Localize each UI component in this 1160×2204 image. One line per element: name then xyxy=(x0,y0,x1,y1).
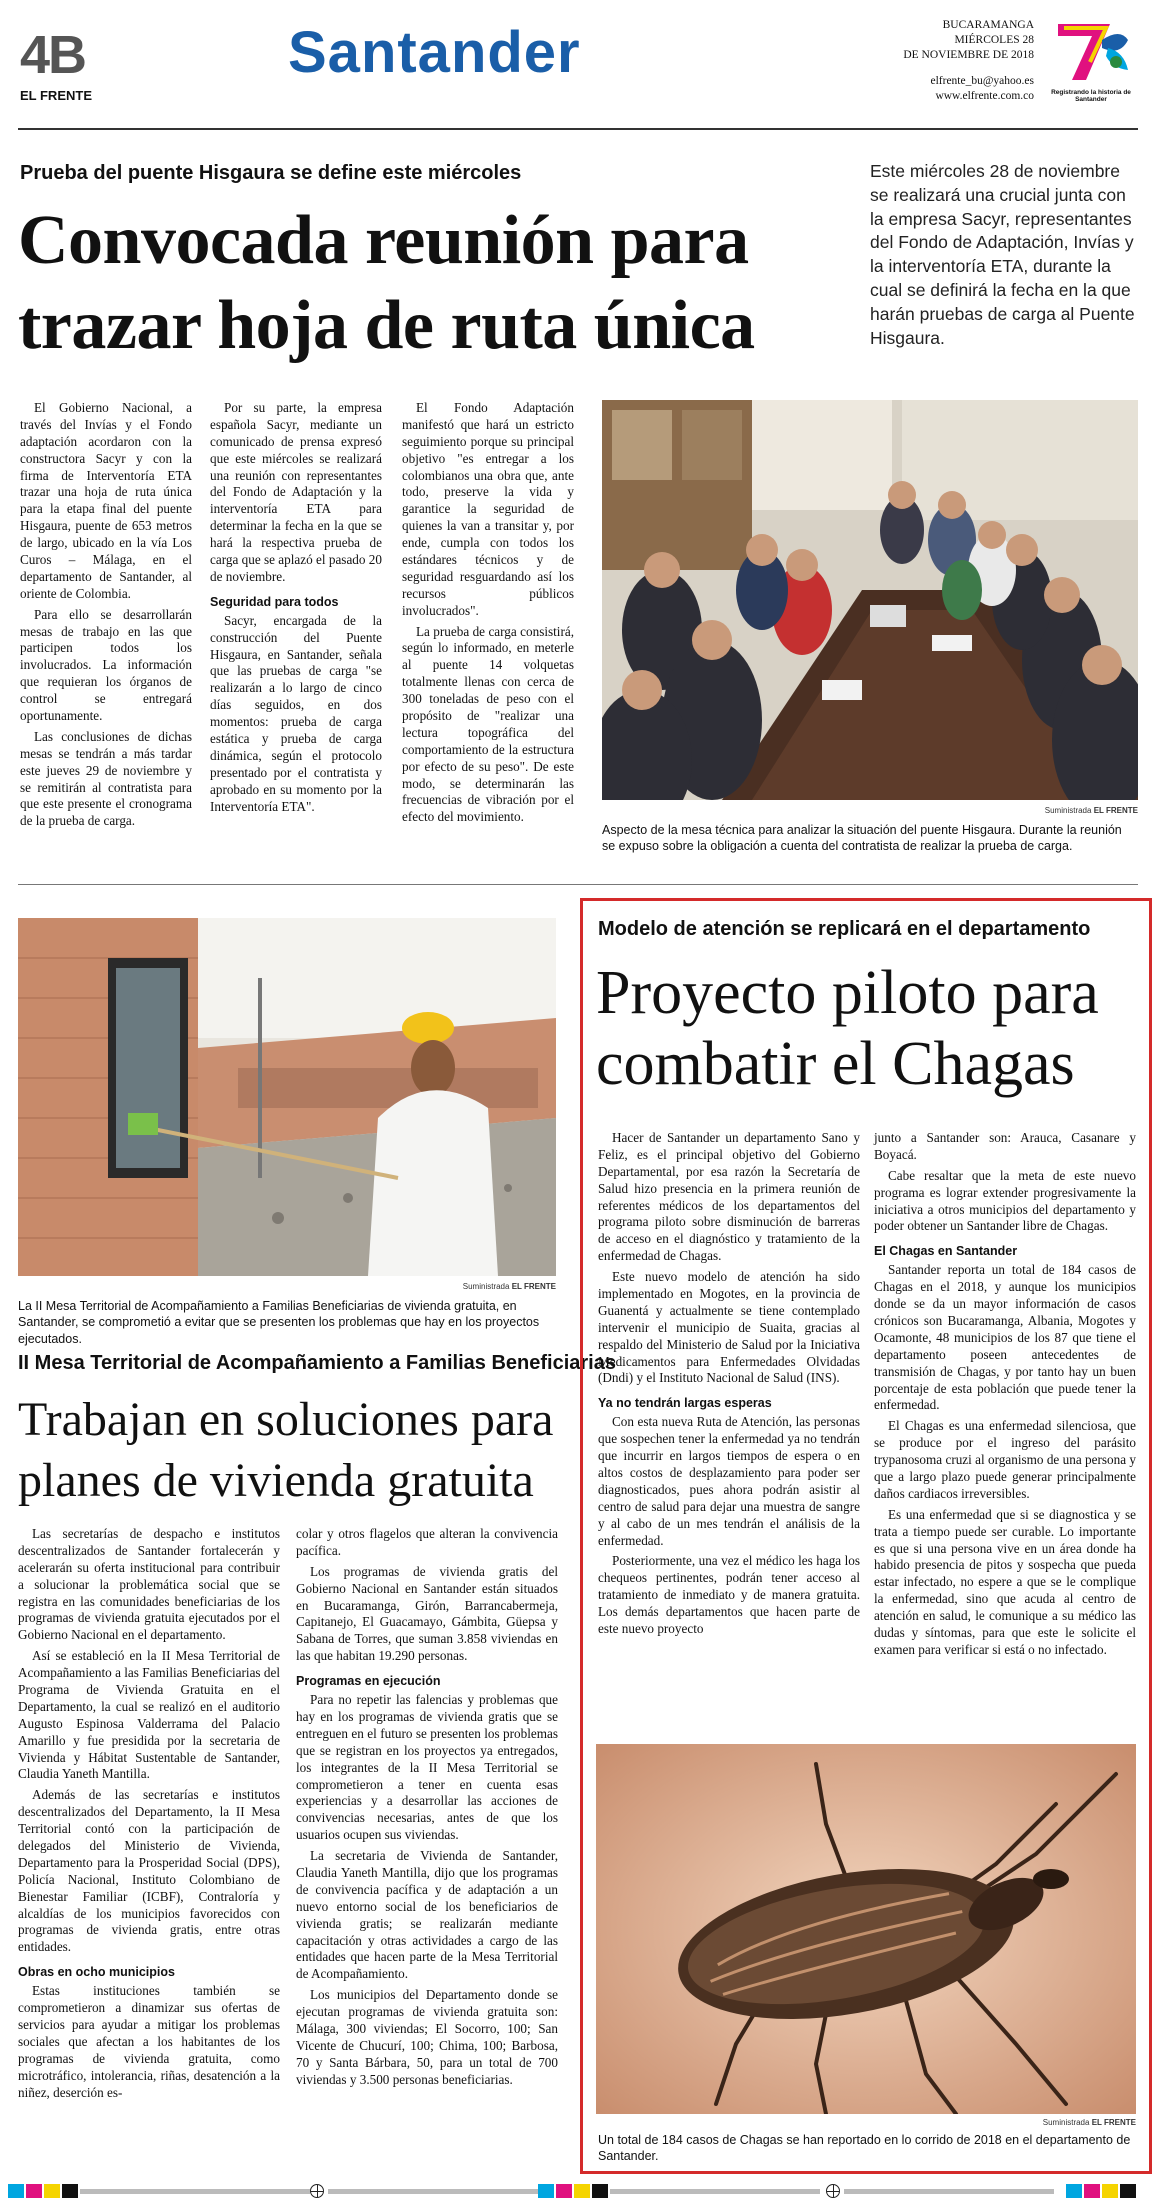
headline-line: Convocada reunión para xyxy=(18,202,749,279)
paragraph: Santander reporta un total de 184 casos de Chagas en el 2018, y aunque los municipios donde se da un mayor información de casos crónicos son Bucaramanga, Albania, Mogotes y Ocamonte, 48 municipios de los 87 que tiene el departamento poseen antecedentes de transmisión de Chagas, y por tanto hay un buen porcentaje de esta población que puede tener la enfermedad. xyxy=(874,1262,1136,1413)
color-registration-bar xyxy=(0,2184,1160,2200)
paragraph: Sacyr, encargada de la construcción del Puente Hisgaura, en Santander, señala que las pruebas de carga "se realizarán a lo largo de cinco días seguidos, en dos momentos: prueba de carga estática y prueba de carga dinámica, según el protocolo presentado por el contratista y aprobado en su momento por la Interventoría ETA". xyxy=(210,612,382,814)
article1-column-1 xyxy=(20,400,192,834)
date-line-1: MIÉRCOLES 28 xyxy=(954,34,1034,47)
date-line-2: DE NOVIEMBRE DE 2018 xyxy=(903,49,1034,62)
credit-prefix: Suministrada xyxy=(462,1282,510,1291)
paragraph: Con esta nueva Ruta de Atención, las personas que sospechen tener la enfermedad ya no tendrán que incurrir en largos tiempos de espera o en altos costos de desplazamiento para poder ser diagnosticados, pues ahora podrán asistir al centro de salud para dejar una muestra de sangre y al cabo de un mes tendrán el análisis de la enfermedad. xyxy=(598,1414,860,1548)
paragraph: Posteriormente, una vez el médico les haga los chequeos pertinentes, podrán tener acceso al tratamiento de inmediato y de manera gratuita. Los demás departamentos que hacen parte de este nuevo proyecto xyxy=(598,1553,860,1637)
section-title: Santander xyxy=(288,20,581,85)
headline-line: combatir el Chagas xyxy=(596,1029,1075,1098)
paragraph: Los municipios del Departamento donde se ejecutan programas de vivienda gratuita son: Málaga, 300 viviendas; El Socorro, 100; San Vicente de Chucurí, 100; Chima, 100; Barbosa, 70 y Santa Bárbara, 50, para un total de 700 viviendas y 3.500 personas beneficiarias. xyxy=(296,1987,558,2087)
color-swatch-magenta xyxy=(1084,2184,1100,2198)
logo-7-icon xyxy=(1050,18,1132,84)
article3-column-1 xyxy=(598,1130,860,1642)
credit-prefix: Suministrada xyxy=(1044,806,1092,815)
paragraph: Los programas de vivienda gratis del Gobierno Nacional en Santander están situados en Bucaramanga, Girón, Barrancabermeja, Capitanejo, El Guacamayo, Gámbita, Güepsa y Sabana de Torres, que suman 3.858 viviendas en las que habitan 19.290 personas. xyxy=(296,1563,558,1664)
article2-headline xyxy=(18,1390,553,1512)
subheading: El Chagas en Santander xyxy=(874,1244,1018,1259)
paragraph: Cabe resaltar que la meta de este nuevo programa es lograr extender progresivamente la iniciativa a otros municipios del departamento y poder obtener un Santander libre de Chagas. xyxy=(874,1167,1136,1234)
article1-photo-credit xyxy=(900,806,1138,815)
gray-strip xyxy=(80,2189,310,2194)
subheading: Obras en ocho municipios xyxy=(18,1965,175,1980)
dateline xyxy=(870,18,1034,104)
credit-prefix: Suministrada xyxy=(1042,2118,1090,2127)
color-swatch-black xyxy=(62,2184,78,2198)
paragraph: Este nuevo modelo de atención ha sido implementado en Mogotes, en la provincia de Guanentá y actualmente se tiene contemplado intervenir el municipio de Suaita, gracias al respaldo del Ministerio de Salud por la Iniciativa Medicamentos para Enfermedades Olvidadas (Dndi) y el Instituto Nacional de Salud (INS). xyxy=(598,1269,860,1386)
city: BUCARAMANGA xyxy=(942,19,1034,31)
article1-kicker: Prueba del puente Hisgaura se define este miércoles xyxy=(20,162,522,184)
email-link[interactable]: elfrente_bu@yahoo.es xyxy=(930,74,1034,87)
gray-strip xyxy=(610,2189,820,2194)
color-swatch-cyan xyxy=(1066,2184,1082,2198)
article1-column-2 xyxy=(210,400,382,819)
paragraph: Por su parte, la empresa española Sacyr, mediante un comunicado de prensa expresó que este miércoles se realizará una reunión con representantes del Fondo de Adaptación y la interventoría ETA para determinar la fecha en la que se hará la respectiva prueba de carga que se aplazó el pasado 20 de noviembre. xyxy=(210,400,382,584)
anniversary-logo xyxy=(1050,18,1132,110)
web-link[interactable]: www.elfrente.com.co xyxy=(935,89,1034,102)
color-swatch-cyan xyxy=(538,2184,554,2198)
article3-photo-credit xyxy=(898,2118,1136,2127)
paragraph: Para no repetir las falencias y problemas que hay en los programas de vivienda gratis que se entreguen en el futuro se presenten los problemas que se registran en los proyectos ya entregados, los integrantes de la II Mesa Territorial se comprometieron a tener en cuenta esas experiencias y a desarrollar las acciones de convivencias necesarias, antes de que los usuarios ocupen sus viviendas. xyxy=(296,1692,558,1843)
article3-caption: Un total de 184 casos de Chagas se han reportado en lo corrido de 2018 en el departamento de Santander. xyxy=(598,2133,1131,2164)
subheading: Programas en ejecución xyxy=(296,1674,441,1689)
paragraph: Para ello se desarrollarán mesas de trabajo en las que participen todos los involucrados. La información que requieran los órganos de control se entregará oportunamente. xyxy=(20,606,192,724)
paragraph: Las secretarías de despacho e institutos descentralizados de Santander fortalecerán y acelerarán su oferta institucional para contribuir a solucionar la problemática social que se registra en las comunidades beneficiarias de los programas de vivienda gratuita ejecutados por el Gobierno Nacional en el departamento. xyxy=(18,1526,280,1643)
subheading: Ya no tendrán largas esperas xyxy=(598,1396,772,1411)
article1-summary: Este miércoles 28 de noviembre se realizará una crucial junta con la empresa Sacyr, representantes del Fondo de Adaptación, Invías y la interventoría ETA, durante la cual se definirá la fecha en la que harán pruebas de carga al Puente Hisgaura. xyxy=(870,161,1135,348)
color-swatch-black xyxy=(592,2184,608,2198)
paragraph: Las conclusiones de dichas mesas se tendrán a más tardar este jueves 29 de noviembre y se remitirán al contratista para que este presente el cronograma de la prueba de carga. xyxy=(20,728,192,829)
color-swatch-yellow xyxy=(44,2184,60,2198)
paragraph: junto a Santander son: Arauca, Casanare y Boyacá. xyxy=(874,1130,1136,1162)
article3-column-2 xyxy=(874,1130,1136,1663)
page-number: 4B xyxy=(20,25,86,85)
headline-line: Trabajan en soluciones para xyxy=(18,1393,554,1446)
registration-mark-icon xyxy=(310,2184,324,2198)
meeting-photo xyxy=(602,400,1138,800)
paragraph: colar y otros flagelos que alteran la convivencia pacífica. xyxy=(296,1526,558,1558)
logo-text: Registrando la historia de Santander xyxy=(1051,89,1131,104)
subheading: Seguridad para todos xyxy=(210,594,339,609)
article3-headline xyxy=(596,958,1099,1099)
article1-column-3 xyxy=(402,400,574,830)
article2-kicker: II Mesa Territorial de Acompañamiento a Familias Beneficiarias xyxy=(18,1352,616,1374)
paper-name: EL FRENTE xyxy=(20,88,92,103)
paragraph: Hacer de Santander un departamento Sano y Feliz, es el principal objetivo del Gobierno Departamental, por esa razón la Secretaría de Salud hizo presencia en la primera reunión de referentes médicos de los departamentos del programa piloto sobre disminución de barreras de acceso en el diagnóstico y tratamiento de la enfermedad de Chagas. xyxy=(598,1130,860,1264)
headline-line: planes de vivienda gratuita xyxy=(18,1453,534,1507)
article1-caption: Aspecto de la mesa técnica para analizar la situación del puente Hisgaura. Durante la reunión se expuso sobre la obligación a cuenta del contratista de realizar la prueba de carga. xyxy=(602,823,1122,854)
paragraph: Estas instituciones también se comprometieron a dinamizar sus ofertas de servicios para ayudar a mitigar los problemas sociales que afectan a los habitantes de los programas de vivienda gratuita, como microtráfico, intolerancia, riñas, desatención a la niñez, deserción es- xyxy=(18,1983,280,2100)
paragraph: Así se estableció en la II Mesa Territorial de Acompañamiento a las Familias Beneficiarias del Programa de Vivienda Gratuita en el Departamento, la cual se realizó en el auditorio Augusto Espinosa Valderrama del Palacio Amarillo y fue presidida por la secretaria de Vivienda y Hábitat Sustentable de Santander, Claudia Yaneth Mantilla. xyxy=(18,1648,280,1782)
housing-photo xyxy=(18,918,556,1276)
headline-line: Proyecto piloto para xyxy=(596,959,1099,1027)
article2-photo-credit xyxy=(318,1282,556,1291)
gray-strip xyxy=(844,2189,1054,2194)
paragraph: El Gobierno Nacional, a través del Invías y el Fondo adaptación acordaron con la constructora Sacyr y con la firma de Interventoría ETA trazar una hoja de ruta única para la etapa final del puente Hisgaura, puente de 653 metros de largo, ubicado en la vía Los Curos – Málaga, en el departamento de Santander, al oriente de Colombia. xyxy=(20,400,192,601)
paragraph: El Chagas es una enfermedad silenciosa, que se produce por el ingreso del parásito trypanosoma cruzi al organismo de una persona y que a largo plazo puede generar principalmente daños cardiacos irreversibles. xyxy=(874,1418,1136,1501)
color-swatch-magenta xyxy=(26,2184,42,2198)
paragraph: La prueba de carga consistirá, según lo informado, en meterle al puente 14 volquetas totalmente llenas con cerca de 300 toneladas de peso con el propósito de "realizar una lectura topográfica del comportamiento de la estructura por efecto de su peso". De este modo, se determinarán las frecuencias de vibración por el efecto del movimiento. xyxy=(402,623,574,825)
paragraph: Además de las secretarías e institutos descentralizados del Departamento, la II Mesa Territorial contó con la participación de delegados del Ministerio de Vivienda, Departamento para la Prosperidad Social (DPS), Policía Nacional, Instituto Colombiano de Bienestar Familiar (ICBF), Contraloría y alcaldías de los municipios favorecidos con programas de vivienda gratis, entre otras entidades. xyxy=(18,1787,280,1955)
article2-column-2 xyxy=(296,1526,558,2093)
color-swatch-cyan xyxy=(8,2184,24,2198)
insect-photo xyxy=(596,1744,1136,2114)
article1-headline xyxy=(18,198,755,369)
color-swatch-yellow xyxy=(1102,2184,1118,2198)
color-swatch-magenta xyxy=(556,2184,572,2198)
paragraph: Es una enfermedad que si se diagnostica y se trata a tiempo puede ser curable. Lo importante es que si una persona vive en un área donde ha habido presencia de pitos y sospecha que pueda estar infectado, no espere a que se le complique la enfermedad, sino que acuda al centro de atención en salud, le comunique a su médico las dudas y síntomas, para que este le solicite el examen para verificar si está o no infectado. xyxy=(874,1506,1136,1657)
color-swatch-yellow xyxy=(574,2184,590,2198)
credit-source: EL FRENTE xyxy=(1093,806,1138,815)
headline-line: trazar hoja de ruta única xyxy=(18,287,755,365)
registration-mark-icon xyxy=(826,2184,840,2198)
gray-strip xyxy=(328,2189,538,2194)
article2-caption: La II Mesa Territorial de Acompañamiento a Familias Beneficiarias de vivienda gratuita, en Santander, se comprometió a evitar que se presenten los problemas que hay en los proyectos ejecutados. xyxy=(18,1299,540,1346)
article3-kicker: Modelo de atención se replicará en el departamento xyxy=(598,918,1091,940)
paragraph: La secretaria de Vivienda de Santander, Claudia Yaneth Mantilla, dijo que los programas de convivencia pacífica y de adaptación a un nuevo entorno social de los beneficiarios de vivienda gratis; se realizarán mediante capacitación y otras actividades a cargo de las entidades que hacen parte de la Mesa Territorial de Acompañamiento. xyxy=(296,1848,558,1982)
credit-source: EL FRENTE xyxy=(511,1282,556,1291)
color-swatch-black xyxy=(1120,2184,1136,2198)
credit-source: EL FRENTE xyxy=(1091,2118,1136,2127)
article2-column-1 xyxy=(18,1526,280,2106)
paragraph: El Fondo Adaptación manifestó que hará un estricto seguimiento porque su principal objetivo "es entregar a los colombianos una obra que, ante todo, preserve la vida y garantice la seguridad de quienes la van a transitar y, por ende, cumpla con todos los estándares técnicos y de seguridad resguardando así los recursos públicos involucrados". xyxy=(402,400,574,618)
